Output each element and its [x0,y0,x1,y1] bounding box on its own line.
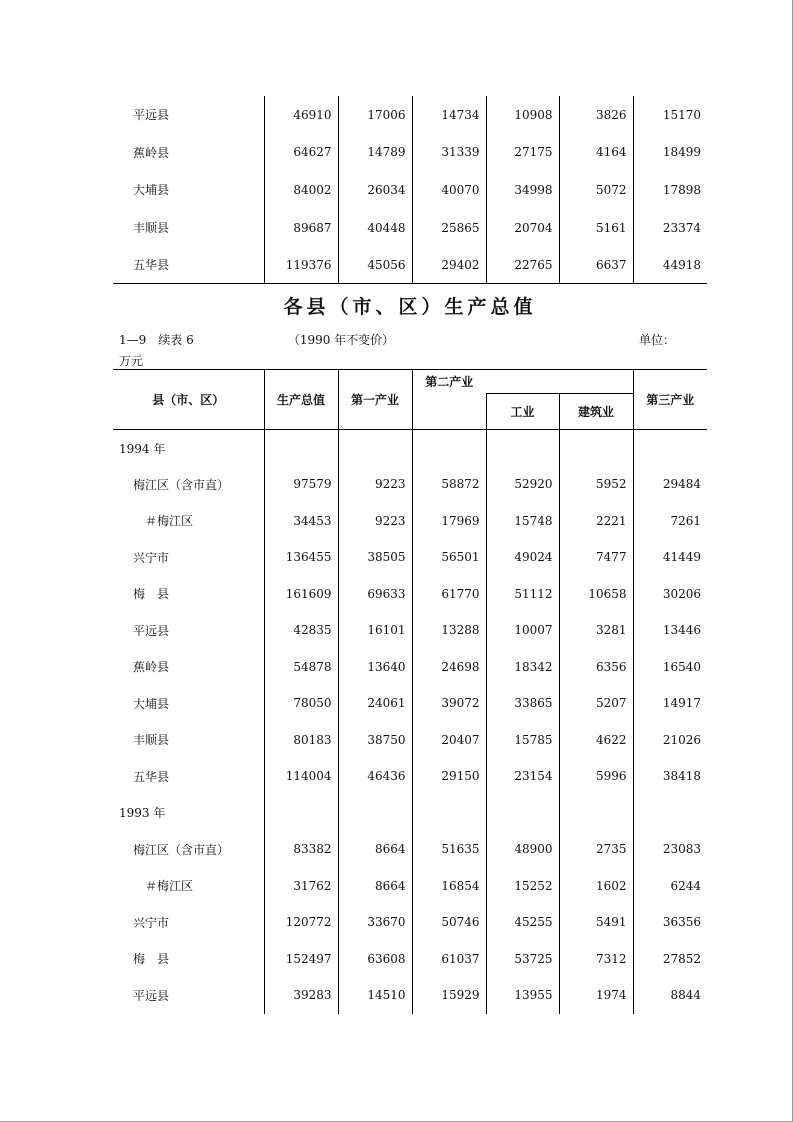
county-name-cell: 大埔县 [133,183,170,198]
secondary-value-cell: 61770 [412,576,486,613]
county-name-cell: 蕉岭县 [133,145,170,160]
primary-value-cell: 63608 [338,941,412,978]
construction-value-cell: 7312 [559,941,633,978]
header-construction: 建筑业 [559,394,633,430]
gdp-value-cell: 39283 [264,977,338,1014]
tertiary-value-cell: 23083 [633,831,707,868]
primary-value-cell: 38505 [338,539,412,576]
gdp-value-cell: 84002 [264,171,338,209]
county-name-cell: 平远县 [133,108,170,123]
primary-value-cell: 9223 [338,503,412,540]
gdp-table [113,369,707,1014]
year-label: 1994 年 [119,441,166,456]
gdp-value-cell: 119376 [264,246,338,284]
primary-value-cell: 17006 [338,96,412,134]
secondary-value-cell: 14734 [412,96,486,134]
secondary-value-cell: 24698 [412,649,486,686]
industry-value-cell: 49024 [486,539,559,576]
tertiary-value-cell: 13446 [633,612,707,649]
secondary-value-cell: 56501 [412,539,486,576]
construction-value-cell: 3281 [559,612,633,649]
header-secondary: 第二产业 [412,370,486,394]
empty-cell [338,430,412,467]
table-row [113,134,707,172]
secondary-value-cell: 40070 [412,171,486,209]
primary-value-cell: 26034 [338,171,412,209]
empty-cell [338,795,412,832]
industry-value-cell: 10908 [486,96,559,134]
construction-value-cell: 5996 [559,758,633,795]
tertiary-value-cell: 41449 [633,539,707,576]
primary-value-cell: 9223 [338,466,412,503]
industry-value-cell: 53725 [486,941,559,978]
primary-value-cell: 69633 [338,576,412,613]
primary-value-cell: 8664 [338,868,412,905]
header-tertiary: 第三产业 [633,370,707,430]
empty-cell [412,795,486,832]
table-row [113,685,707,722]
industry-value-cell: 34998 [486,171,559,209]
table-row [113,209,707,247]
construction-value-cell: 7477 [559,539,633,576]
gdp-value-cell: 83382 [264,831,338,868]
county-name-cell: 丰顺县 [133,221,170,236]
table-row [113,576,707,613]
industry-value-cell: 27175 [486,134,559,172]
gdp-value-cell: 97579 [264,466,338,503]
table-row [113,977,707,1014]
secondary-value-cell: 15929 [412,977,486,1014]
gdp-value-cell: 161609 [264,576,338,613]
secondary-value-cell: 20407 [412,722,486,759]
table-row [113,649,707,686]
header-county: 县（市、区） [113,370,264,430]
gdp-value-cell: 34453 [264,503,338,540]
table-row [113,503,707,540]
unit-value: 万元 [119,354,144,368]
secondary-value-cell: 13288 [412,612,486,649]
tertiary-value-cell: 23374 [633,209,707,247]
tertiary-value-cell: 8844 [633,977,707,1014]
construction-value-cell: 5952 [559,466,633,503]
tertiary-value-cell: 18499 [633,134,707,172]
primary-value-cell: 16101 [338,612,412,649]
table-row [113,868,707,905]
page-title: 各县（市、区）生产总值 [283,296,537,318]
construction-value-cell: 4622 [559,722,633,759]
tertiary-value-cell: 30206 [633,576,707,613]
empty-cell [264,430,338,467]
construction-value-cell: 2735 [559,831,633,868]
secondary-value-cell: 61037 [412,941,486,978]
construction-value-cell: 1974 [559,977,633,1014]
gdp-value-cell: 89687 [264,209,338,247]
industry-value-cell: 51112 [486,576,559,613]
year-row [113,430,707,467]
gdp-value-cell: 42835 [264,612,338,649]
primary-value-cell: 38750 [338,722,412,759]
industry-value-cell: 52920 [486,466,559,503]
secondary-value-cell: 51635 [412,831,486,868]
county-name-cell: 梅 县 [133,952,170,967]
empty-cell [264,795,338,832]
secondary-value-cell: 29402 [412,246,486,284]
year-row [113,795,707,832]
construction-value-cell: 5161 [559,209,633,247]
industry-value-cell: 10007 [486,612,559,649]
construction-value-cell: 4164 [559,134,633,172]
tertiary-value-cell: 14917 [633,685,707,722]
primary-value-cell: 46436 [338,758,412,795]
header-primary: 第一产业 [338,370,412,430]
construction-value-cell: 5207 [559,685,633,722]
empty-cell [559,430,633,467]
secondary-value-cell: 39072 [412,685,486,722]
empty-cell [633,795,707,832]
header-gdp: 生产总值 [264,370,338,430]
tertiary-value-cell: 21026 [633,722,707,759]
secondary-value-cell: 29150 [412,758,486,795]
industry-value-cell: 15252 [486,868,559,905]
primary-value-cell: 14510 [338,977,412,1014]
construction-value-cell: 10658 [559,576,633,613]
secondary-value-cell: 58872 [412,466,486,503]
county-name-cell: 兴宁市 [133,550,170,565]
county-name-cell: 丰顺县 [133,733,170,748]
gdp-value-cell: 78050 [264,685,338,722]
gdp-value-cell: 46910 [264,96,338,134]
price-basis-note: （1990 年不变价） [287,333,395,347]
table-row [113,246,707,284]
table-number: 1—9 续表 6 [119,333,194,347]
tertiary-value-cell: 29484 [633,466,707,503]
header-industry: 工业 [486,394,559,430]
industry-value-cell: 33865 [486,685,559,722]
construction-value-cell: 3826 [559,96,633,134]
secondary-value-cell: 31339 [412,134,486,172]
county-name-cell: 梅 县 [133,587,170,602]
industry-value-cell: 13955 [486,977,559,1014]
empty-cell [559,795,633,832]
tertiary-value-cell: 7261 [633,503,707,540]
county-name-cell: 蕉岭县 [133,660,170,675]
industry-value-cell: 18342 [486,649,559,686]
industry-value-cell: 23154 [486,758,559,795]
primary-value-cell: 8664 [338,831,412,868]
tertiary-value-cell: 36356 [633,904,707,941]
primary-value-cell: 40448 [338,209,412,247]
gdp-value-cell: 120772 [264,904,338,941]
primary-value-cell: 45056 [338,246,412,284]
table-row [113,941,707,978]
construction-value-cell: 2221 [559,503,633,540]
county-name-cell: 梅江区（含市直） [133,842,230,857]
primary-value-cell: 14789 [338,134,412,172]
table-row [113,831,707,868]
county-name-cell: 五华县 [113,246,264,284]
table-row [113,539,707,576]
county-name-cell: 五华县 [133,769,170,784]
empty-cell [486,795,559,832]
table-row [113,171,707,209]
gdp-value-cell: 152497 [264,941,338,978]
gdp-value-cell: 31762 [264,868,338,905]
primary-value-cell: 24061 [338,685,412,722]
county-name-cell: 大埔县 [133,696,170,711]
secondary-value-cell: 50746 [412,904,486,941]
empty-cell [412,430,486,467]
construction-value-cell: 5491 [559,904,633,941]
industry-value-cell: 45255 [486,904,559,941]
table-row [113,612,707,649]
county-name-cell: 平远县 [133,623,170,638]
table-row [113,758,707,795]
secondary-value-cell: 17969 [412,503,486,540]
gdp-value-cell: 54878 [264,649,338,686]
construction-value-cell: 6637 [559,246,633,284]
empty-cell [486,430,559,467]
table-row [113,466,707,503]
year-label: 1993 年 [119,806,166,821]
county-name-cell: 兴宁市 [133,915,170,930]
construction-value-cell: 1602 [559,868,633,905]
tertiary-value-cell: 6244 [633,868,707,905]
tertiary-value-cell: 27852 [633,941,707,978]
gdp-value-cell: 64627 [264,134,338,172]
industry-value-cell: 22765 [486,246,559,284]
industry-value-cell: 15748 [486,503,559,540]
primary-value-cell: 33670 [338,904,412,941]
county-name-cell: ＃梅江区 [145,514,194,529]
tertiary-value-cell: 38418 [633,758,707,795]
county-name-cell: 平远县 [133,988,170,1003]
industry-value-cell: 20704 [486,209,559,247]
empty-cell [633,430,707,467]
tertiary-value-cell: 44918 [633,246,707,284]
industry-value-cell: 48900 [486,831,559,868]
secondary-value-cell: 16854 [412,868,486,905]
tertiary-value-cell: 16540 [633,649,707,686]
gdp-value-cell: 136455 [264,539,338,576]
county-name-cell: 梅江区（含市直） [133,477,230,492]
unit-label: 单位： [639,333,676,347]
tertiary-value-cell: 17898 [633,171,707,209]
gdp-value-cell: 114004 [264,758,338,795]
gdp-value-cell: 80183 [264,722,338,759]
county-name-cell: ＃梅江区 [145,879,194,894]
table-row [113,904,707,941]
industry-value-cell: 15785 [486,722,559,759]
continued-table-top [113,96,707,284]
table-row [113,722,707,759]
tertiary-value-cell: 15170 [633,96,707,134]
table-row [113,96,707,134]
secondary-value-cell: 25865 [412,209,486,247]
construction-value-cell: 5072 [559,171,633,209]
primary-value-cell: 13640 [338,649,412,686]
construction-value-cell: 6356 [559,649,633,686]
